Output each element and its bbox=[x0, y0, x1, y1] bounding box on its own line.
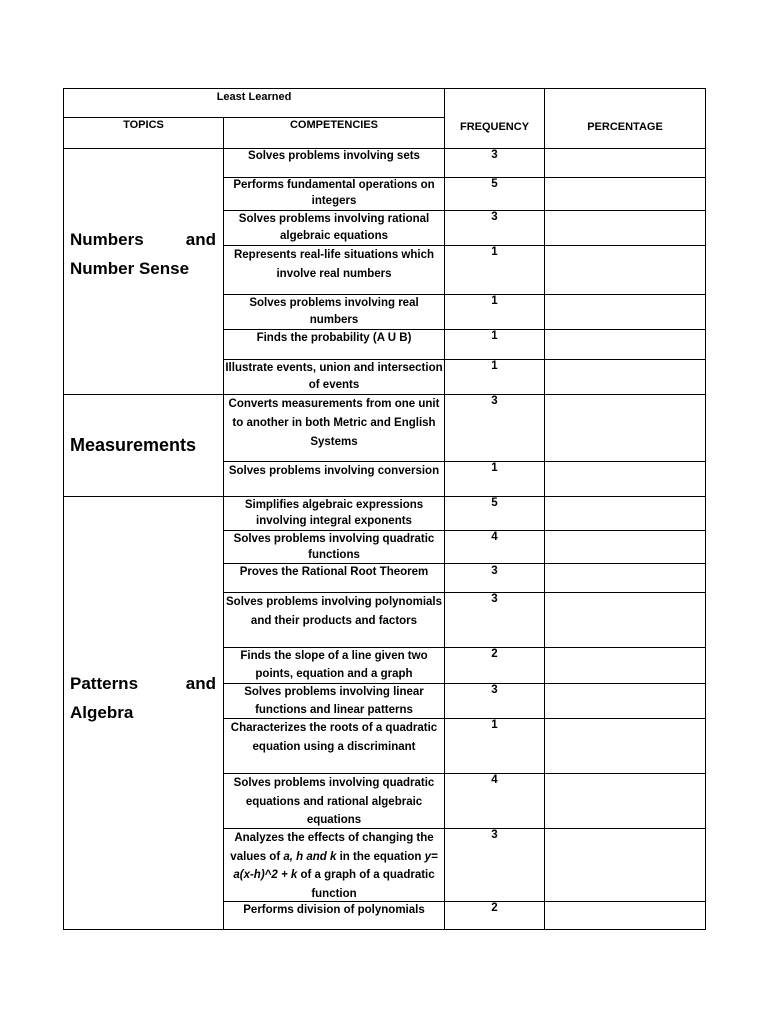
competency-cell: Solves problems involving real numbers bbox=[249, 297, 419, 326]
competency-text: of a graph of a quadratic function bbox=[297, 869, 435, 900]
topic-patterns-and-algebra bbox=[70, 669, 216, 727]
frequency-cell: 2 bbox=[491, 902, 498, 914]
table-right-border bbox=[705, 88, 706, 930]
frequency-cell: 3 bbox=[491, 395, 498, 407]
competency-cell: Performs fundamental operations on integers bbox=[233, 179, 435, 207]
frequency-cell: 3 bbox=[491, 684, 498, 696]
competency-cell: Simplifies algebraic expressions involving integral exponents bbox=[244, 499, 424, 527]
competency-cell: Solves problems involving quadratic functions bbox=[233, 533, 435, 561]
frequency-cell: 1 bbox=[491, 330, 498, 342]
frequency-cell: 3 bbox=[491, 829, 498, 841]
frequency-cell: 3 bbox=[491, 565, 498, 577]
topic-word: Patterns bbox=[70, 674, 139, 693]
frequency-cell: 2 bbox=[491, 648, 498, 660]
frequency-cell: 4 bbox=[491, 531, 498, 543]
competency-cell: Solves problems involving polynomials and their products and factors bbox=[226, 596, 442, 627]
frequency-cell: 1 bbox=[491, 360, 498, 372]
topic-line: Algebra bbox=[70, 703, 134, 722]
competency-cell bbox=[225, 829, 443, 903]
competency-cell: Converts measurements from one unit to another in both Metric and English Systems bbox=[228, 398, 440, 448]
header-topics: TOPICS bbox=[123, 119, 164, 131]
competency-cell: Illustrate events, union and intersection of events bbox=[225, 362, 443, 391]
frequency-cell: 1 bbox=[491, 719, 498, 731]
competency-cell: Performs division of polynomials bbox=[243, 904, 425, 916]
frequency-cell: 5 bbox=[491, 497, 498, 509]
frequency-cell: 1 bbox=[491, 295, 498, 307]
competency-cell: Represents real-life situations which involve real numbers bbox=[233, 249, 435, 280]
frequency-cell: 1 bbox=[491, 462, 498, 474]
competency-text: Analyzes the effects of changing the values of bbox=[230, 832, 434, 863]
topic-numbers-and-number-sense bbox=[70, 225, 216, 283]
table-left-border bbox=[63, 88, 64, 930]
competency-cell: Proves the Rational Root Theorem bbox=[239, 566, 429, 578]
frequency-cell: 3 bbox=[491, 593, 498, 605]
frequency-cell: 3 bbox=[491, 149, 498, 161]
table-title: Least Learned bbox=[216, 91, 292, 103]
competency-cell: Finds the slope of a line given two points, equation and a graph bbox=[240, 650, 428, 680]
competency-text: in the equation bbox=[336, 850, 425, 863]
topic-word: and bbox=[185, 230, 216, 249]
header-percentage: PERCENTAGE bbox=[587, 121, 663, 133]
table-bottom-border bbox=[63, 929, 706, 930]
competency-cell: Solves problems involving conversion bbox=[228, 465, 440, 477]
competency-cell: Solves problems involving quadratic equations and rational algebraic equations bbox=[233, 777, 435, 826]
competency-cell: Finds the probability (A U B) bbox=[256, 332, 412, 344]
competency-variables: a, h and k bbox=[283, 850, 337, 863]
frequency-cell: 4 bbox=[491, 774, 498, 786]
competency-equation: y= a(x-h)^2 + k bbox=[233, 850, 438, 881]
topic-word: Numbers bbox=[70, 230, 144, 249]
topic-line: Number Sense bbox=[70, 259, 190, 278]
competency-cell: Solves problems involving rational algebraic equations bbox=[238, 213, 430, 242]
frequency-divider bbox=[544, 88, 545, 930]
frequency-cell: 5 bbox=[491, 178, 498, 190]
competency-cell: Solves problems involving linear functions and linear patterns bbox=[244, 686, 424, 716]
frequency-cell: 3 bbox=[491, 211, 498, 223]
competency-cell: Characterizes the roots of a quadratic equation using a discriminant bbox=[230, 722, 438, 753]
topic-measurements: Measurements bbox=[70, 435, 197, 455]
header-frequency: FREQUENCY bbox=[459, 121, 530, 133]
header-competencies: COMPETENCIES bbox=[289, 119, 378, 131]
topics-divider bbox=[223, 117, 224, 930]
topic-word: and bbox=[185, 674, 216, 693]
competency-cell: Solves problems involving sets bbox=[248, 150, 420, 162]
frequency-cell: 1 bbox=[491, 246, 498, 258]
